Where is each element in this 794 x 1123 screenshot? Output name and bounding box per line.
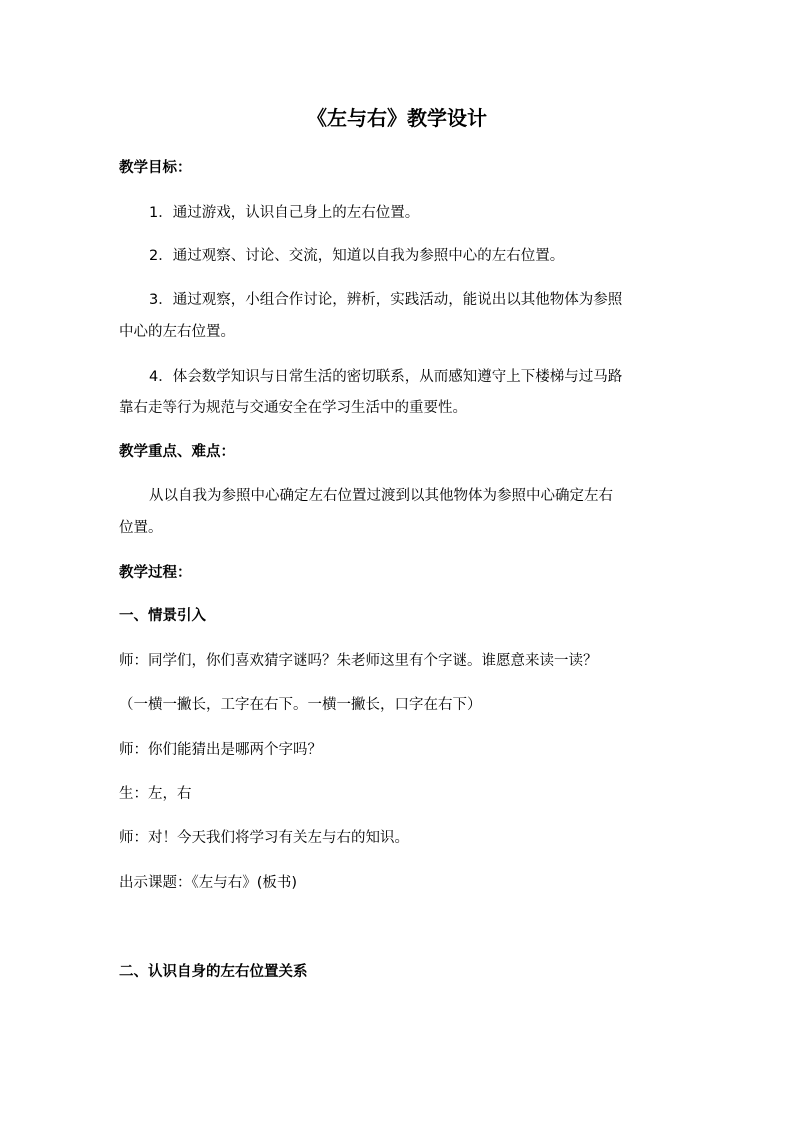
keypoints-line-2: 位置。 — [119, 520, 163, 536]
keypoints-heading: 教学重点、难点： — [119, 444, 235, 460]
goals-heading: 教学目标： — [119, 160, 192, 176]
process-heading: 教学过程： — [119, 565, 192, 581]
lesson-topic-line: 出示课题：《左与右》(板书) — [119, 875, 298, 891]
document-title: 《左与右》教学设计 — [307, 106, 487, 130]
dialog-line: 师：你们能猜出是哪两个字吗？ — [119, 742, 322, 758]
keypoints-line-1: 从以自我为参照中心确定左右位置过渡到以其他物体为参照中心确定左右 — [149, 488, 613, 504]
goal-3-line-2: 中心的左右位置。 — [119, 324, 235, 340]
riddle-line: （一横一撇长，工字在右下。一横一撇长，口字在右下） — [119, 697, 482, 713]
dialog-line: 师：对！今天我们将学习有关左与右的知识。 — [119, 830, 409, 846]
part-1-heading: 一、情景引入 — [119, 608, 206, 624]
goal-2: 2．通过观察、讨论、交流，知道以自我为参照中心的左右位置。 — [149, 248, 565, 264]
goal-4-line-1: 4．体会数学知识与日常生活的密切联系，从而感知遵守上下楼梯与过马路 — [149, 369, 623, 385]
part-2-heading: 二、认识自身的左右位置关系 — [119, 964, 308, 980]
dialog-line: 生：左，右 — [119, 786, 192, 802]
goal-3-line-1: 3．通过观察，小组合作讨论，辨析，实践活动，能说出以其他物体为参照 — [149, 292, 623, 308]
goal-1: 1．通过游戏，认识自己身上的左右位置。 — [149, 205, 420, 221]
dialog-line: 师：同学们，你们喜欢猜字谜吗？朱老师这里有个字谜。谁愿意来读一读？ — [119, 653, 598, 669]
goal-4-line-2: 靠右走等行为规范与交通安全在学习生活中的重要性。 — [119, 400, 467, 416]
